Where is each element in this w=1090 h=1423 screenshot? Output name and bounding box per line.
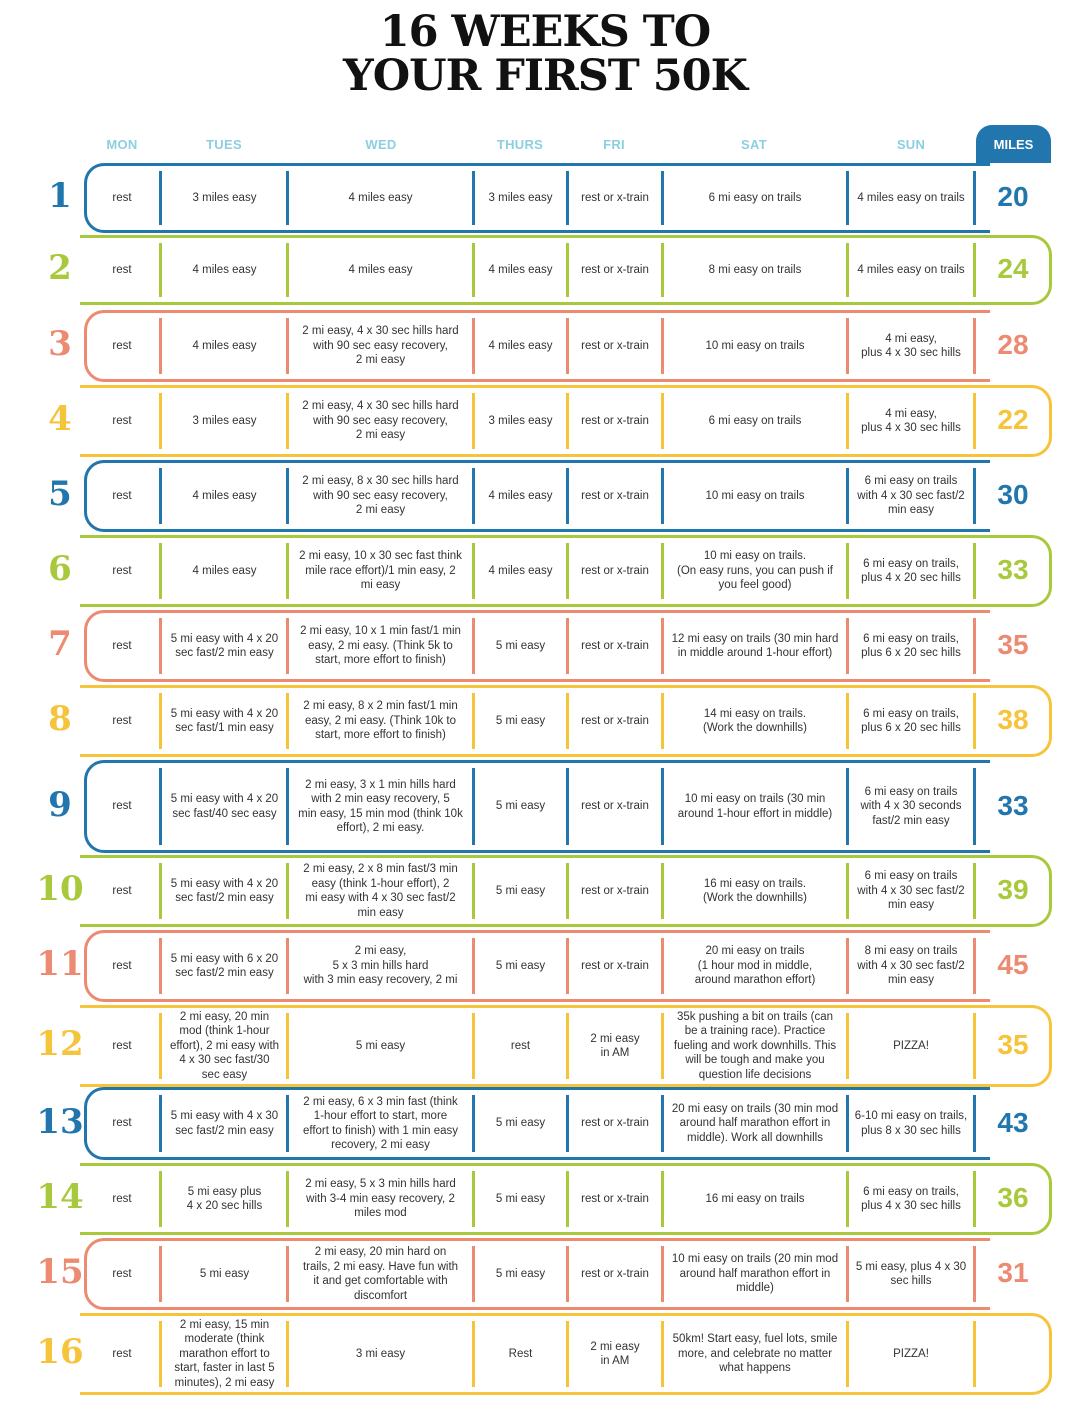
cell-sat — [664, 685, 846, 757]
cell-tues-text: 5 mi easy with 4 x 30 sec fast/2 min easy — [170, 1110, 279, 1137]
cell-mon-text: rest — [112, 1039, 132, 1052]
cell-tues-text: 5 mi easy with 6 x 20 sec fast/2 min easy — [170, 952, 279, 979]
cell-thurs-text: 5 mi easy — [495, 959, 546, 972]
column-divider — [973, 768, 976, 845]
cell-sun — [849, 1163, 973, 1235]
week-row — [0, 685, 1090, 757]
cell-sat — [664, 235, 846, 305]
week-number: 3 — [48, 324, 72, 364]
cell-thurs — [475, 163, 566, 233]
title-line-2: YOUR FIRST 50K — [343, 51, 747, 101]
week-number: 7 — [48, 624, 72, 664]
cell-sat — [664, 855, 846, 927]
cell-fri — [569, 235, 661, 305]
cell-thurs-text: 4 miles easy — [488, 564, 553, 577]
weekly-miles: 20 — [997, 181, 1029, 212]
cell-tues-text: 5 mi easy plus 4 x 20 sec hills — [186, 1185, 263, 1212]
cell-mon-text: rest — [112, 800, 132, 813]
cell-thurs-text: Rest — [508, 1347, 533, 1360]
cell-sat — [664, 1163, 846, 1235]
cell-thurs-text: 4 miles easy — [488, 263, 553, 276]
cell-tues — [163, 930, 286, 1002]
cell-mon-text: rest — [112, 1117, 132, 1130]
cell-fri — [569, 930, 661, 1002]
cell-sun-text: 4 mi easy, plus 4 x 30 sec hills — [861, 332, 961, 359]
cell-sat-text: 6 mi easy on trails — [708, 191, 802, 204]
cell-wed-text: 2 mi easy, 3 x 1 min hills hard with 2 min easy recovery, 5 min easy, 15 min mod (think 10k effort), 2 mi easy. — [298, 778, 463, 834]
cell-sun-text: PIZZA! — [893, 1347, 929, 1360]
cell-thurs-text: 4 miles easy — [488, 489, 553, 502]
cell-sat — [664, 535, 846, 607]
cell-mon — [84, 163, 160, 233]
cell-fri-text: rest or x-train — [581, 489, 649, 502]
cell-sat — [664, 385, 846, 457]
cell-fri — [569, 685, 661, 757]
cell-wed — [289, 1163, 472, 1235]
week-row — [0, 1005, 1090, 1087]
cell-wed-text: 3 mi easy — [355, 1347, 406, 1360]
cell-sun-text: 6 mi easy on trails, plus 6 x 20 sec hills — [861, 632, 961, 659]
column-divider — [973, 1246, 976, 1302]
cell-mon — [84, 610, 160, 682]
cell-wed-text: 2 mi easy, 2 x 8 min fast/3 min easy (think 1-hour effort), 2 mi easy with 4 x 30 sec fast/2 min easy — [303, 863, 458, 919]
cell-sun-text: 5 mi easy, plus 4 x 30 sec hills — [855, 1260, 967, 1287]
cell-tues — [163, 1163, 286, 1235]
cell-sun — [849, 235, 973, 305]
cell-sun-text: 8 mi easy on trails with 4 x 30 sec fast/2 min easy — [857, 945, 965, 987]
cell-fri — [569, 535, 661, 607]
cell-sat-text: 10 mi easy on trails. (On easy runs, you can push if you feel good) — [677, 550, 833, 592]
week-number: 9 — [48, 784, 72, 825]
page-title — [0, 7, 1090, 101]
cell-mon — [84, 460, 160, 532]
weekly-miles: 28 — [997, 329, 1029, 360]
cell-mon-text: rest — [112, 414, 132, 427]
cell-sat — [664, 310, 846, 382]
weekly-miles: 31 — [997, 1257, 1029, 1288]
week-row — [0, 310, 1090, 382]
cell-wed-text: 2 mi easy, 6 x 3 min fast (think 1-hour effort to start, more effort to finish) with 1 min easy recovery, 2 mi easy — [302, 1095, 459, 1151]
cell-sun-text: 6 mi easy on trails with 4 x 30 sec fast/2 min easy — [857, 870, 965, 912]
cell-mon-text: rest — [112, 263, 132, 276]
cell-thurs — [475, 535, 566, 607]
cell-fri — [569, 610, 661, 682]
header-wed: WED — [365, 137, 397, 152]
cell-thurs — [475, 1313, 566, 1395]
cell-thurs — [475, 385, 566, 457]
cell-sat — [664, 460, 846, 532]
weekly-miles: 45 — [997, 949, 1029, 980]
cell-thurs — [475, 610, 566, 682]
cell-fri-text: rest or x-train — [581, 1117, 649, 1130]
cell-thurs — [475, 760, 566, 853]
cell-tues-text: 4 miles easy — [192, 263, 257, 276]
cell-wed — [289, 1087, 472, 1160]
cell-mon — [84, 1313, 160, 1395]
cell-thurs-text: 5 mi easy — [495, 800, 546, 813]
cell-sat-text: 20 mi easy on trails (1 hour mod in middle, around marathon effort) — [694, 945, 816, 987]
cell-wed-text: 2 mi easy, 4 x 30 sec hills hard with 90 sec easy recovery, 2 mi easy — [302, 325, 459, 367]
column-divider — [973, 318, 976, 374]
cell-sat-text: 8 mi easy on trails — [708, 263, 802, 276]
cell-sun — [849, 610, 973, 682]
cell-wed-text: 2 mi easy, 8 x 30 sec hills hard with 90 sec easy recovery, 2 mi easy — [302, 475, 459, 517]
week-row — [0, 535, 1090, 607]
cell-mon-text: rest — [112, 564, 132, 577]
cell-wed-text: 2 mi easy, 20 min hard on trails, 2 mi easy. Have fun with it and get comfortable with discomfort — [302, 1246, 459, 1302]
week-row — [0, 610, 1090, 682]
header-fri: FRI — [603, 137, 625, 152]
cell-thurs-text: 3 miles easy — [488, 414, 553, 427]
cell-thurs-text: 4 miles easy — [488, 339, 553, 352]
week-number: 13 — [36, 1101, 84, 1142]
weekly-miles: 22 — [997, 404, 1029, 435]
column-divider — [973, 1013, 976, 1079]
cell-thurs — [475, 1163, 566, 1235]
column-divider — [973, 693, 976, 749]
cell-fri-text: rest or x-train — [581, 639, 649, 652]
week-row — [0, 1163, 1090, 1235]
cell-sun — [849, 385, 973, 457]
cell-mon-text: rest — [112, 339, 132, 352]
cell-thurs-text: rest — [510, 1039, 531, 1052]
week-row — [0, 1087, 1090, 1160]
weekly-miles: 43 — [997, 1106, 1029, 1138]
weekly-miles: 24 — [997, 253, 1029, 284]
cell-mon-text: rest — [112, 1192, 132, 1205]
cell-sun — [849, 163, 973, 233]
week-row — [0, 235, 1090, 305]
cell-tues — [163, 1087, 286, 1160]
cell-mon — [84, 685, 160, 757]
cell-sun-text: 6 mi easy on trails, plus 4 x 30 sec hills — [861, 1185, 961, 1212]
cell-sun-text: 4 miles easy on trails — [857, 263, 965, 276]
header-thurs: THURS — [496, 137, 544, 152]
cell-thurs-text: 5 mi easy — [495, 639, 546, 652]
week-number: 4 — [48, 399, 72, 439]
cell-mon — [84, 385, 160, 457]
cell-thurs — [475, 460, 566, 532]
week-number: 12 — [36, 1024, 84, 1064]
cell-sun-text: 6 mi easy on trails with 4 x 30 sec fast/2 min easy — [857, 475, 965, 517]
cell-tues — [163, 1238, 286, 1310]
column-divider — [973, 468, 976, 524]
cell-sat-text: 10 mi easy on trails — [705, 489, 805, 502]
cell-mon — [84, 1005, 160, 1087]
cell-sat-text: 10 mi easy on trails (30 min around 1-hour effort in middle) — [677, 793, 833, 820]
cell-thurs — [475, 1087, 566, 1160]
cell-mon-text: rest — [112, 714, 132, 727]
cell-wed-text: 5 mi easy — [355, 1039, 406, 1052]
cell-mon — [84, 1087, 160, 1160]
cell-sun-text: PIZZA! — [893, 1039, 929, 1052]
week-number: 15 — [36, 1252, 84, 1292]
weekly-miles: 35 — [997, 1029, 1029, 1060]
cell-tues — [163, 235, 286, 305]
cell-tues — [163, 310, 286, 382]
cell-sat — [664, 760, 846, 853]
cell-sat-text: 10 mi easy on trails (20 min mod around half marathon effort in middle) — [671, 1253, 839, 1295]
cell-sun — [849, 760, 973, 853]
week-row — [0, 163, 1090, 233]
cell-mon — [84, 760, 160, 853]
cell-sun — [849, 855, 973, 927]
cell-thurs — [475, 685, 566, 757]
column-divider — [973, 1095, 976, 1152]
week-number: 10 — [36, 869, 84, 909]
cell-sat-text: 20 mi easy on trails (30 min mod around half marathon effort in middle). Work all downhills — [671, 1102, 839, 1144]
cell-sat-text: 35k pushing a bit on trails (can be a training race). Practice fueling and work downhills. This will be tough and make you question life decisions — [673, 1010, 837, 1081]
cell-wed — [289, 460, 472, 532]
cell-mon-text: rest — [112, 639, 132, 652]
cell-sat-text: 10 mi easy on trails — [705, 339, 805, 352]
cell-mon — [84, 930, 160, 1002]
cell-fri-text: rest or x-train — [581, 1192, 649, 1205]
cell-sat-text: 16 mi easy on trails — [705, 1192, 805, 1205]
week-number: 8 — [48, 699, 72, 739]
cell-fri-text: rest or x-train — [581, 884, 649, 897]
cell-wed-text: 2 mi easy, 10 x 30 sec fast think mile race effort)/1 min easy, 2 mi easy — [299, 550, 462, 592]
cell-tues-text: 4 miles easy — [192, 564, 257, 577]
cell-fri-text: rest or x-train — [581, 564, 649, 577]
weekly-miles: 35 — [997, 629, 1029, 660]
cell-tues — [163, 1313, 286, 1395]
cell-fri — [569, 1313, 661, 1395]
cell-wed — [289, 685, 472, 757]
cell-sat — [664, 1087, 846, 1160]
cell-sat — [664, 163, 846, 233]
cell-wed — [289, 535, 472, 607]
week-row — [0, 930, 1090, 1002]
cell-mon-text: rest — [112, 1347, 132, 1360]
cell-wed-text: 2 mi easy, 4 x 30 sec hills hard with 90 sec easy recovery, 2 mi easy — [302, 400, 459, 442]
cell-thurs — [475, 1005, 566, 1087]
cell-thurs-text: 3 miles easy — [488, 191, 553, 204]
week-number: 2 — [48, 248, 72, 288]
column-divider — [973, 618, 976, 674]
cell-tues-text: 5 mi easy with 4 x 20 sec fast/1 min easy — [170, 707, 279, 734]
weekly-miles: 30 — [997, 479, 1029, 510]
column-divider — [973, 171, 976, 225]
week-row — [0, 385, 1090, 457]
column-divider — [973, 1321, 976, 1387]
header-mon: MON — [106, 137, 138, 152]
cell-wed — [289, 1313, 472, 1395]
cell-mon — [84, 535, 160, 607]
week-row — [0, 1238, 1090, 1310]
cell-wed — [289, 163, 472, 233]
header-tues: TUES — [206, 137, 242, 152]
cell-sun — [849, 930, 973, 1002]
cell-tues-text: 5 mi easy with 4 x 20 sec fast/2 min easy — [170, 632, 279, 659]
cell-fri — [569, 855, 661, 927]
weekly-miles: 38 — [997, 704, 1029, 735]
cell-sat-text: 6 mi easy on trails — [708, 414, 802, 427]
cell-sun-text: 4 mi easy, plus 4 x 30 sec hills — [861, 407, 961, 434]
cell-mon-text: rest — [112, 884, 132, 897]
cell-sun — [849, 1238, 973, 1310]
header-miles: MILES — [976, 125, 1051, 163]
column-divider — [973, 393, 976, 449]
header-sun: SUN — [896, 137, 926, 152]
week-number: 11 — [36, 944, 84, 984]
cell-mon-text: rest — [112, 959, 132, 972]
cell-tues — [163, 855, 286, 927]
cell-mon — [84, 855, 160, 927]
header-sat: SAT — [741, 137, 767, 152]
cell-fri-text: rest or x-train — [581, 1267, 649, 1280]
week-row — [0, 855, 1090, 927]
weekly-miles: 33 — [997, 554, 1029, 585]
cell-wed-text: 2 mi easy, 5 x 3 min hills hard with 3-4 min easy recovery, 2 miles mod — [305, 1178, 456, 1220]
week-row — [0, 1313, 1090, 1395]
column-divider — [973, 543, 976, 599]
cell-sun — [849, 1005, 973, 1087]
cell-fri — [569, 1005, 661, 1087]
cell-thurs — [475, 235, 566, 305]
cell-fri-text: rest or x-train — [581, 414, 649, 427]
cell-mon-text: rest — [112, 191, 132, 204]
weekly-miles: 39 — [997, 874, 1029, 905]
week-number: 16 — [36, 1332, 84, 1372]
cell-fri-text: rest or x-train — [581, 714, 649, 727]
cell-sat — [664, 930, 846, 1002]
cell-thurs — [475, 855, 566, 927]
cell-fri — [569, 385, 661, 457]
cell-sun-text: 6-10 mi easy on trails, plus 8 x 30 sec hills — [854, 1110, 968, 1137]
cell-wed-text: 4 miles easy — [348, 263, 413, 276]
cell-tues — [163, 163, 286, 233]
cell-wed — [289, 930, 472, 1002]
cell-mon — [84, 310, 160, 382]
cell-fri-text: 2 mi easy in AM — [590, 1340, 640, 1367]
cell-sun — [849, 685, 973, 757]
cell-fri-text: rest or x-train — [581, 800, 649, 813]
title-line-1: 16 WEEKS TO — [379, 7, 711, 57]
cell-fri-text: rest or x-train — [581, 339, 649, 352]
cell-mon-text: rest — [112, 1267, 132, 1280]
cell-fri — [569, 163, 661, 233]
cell-fri-text: rest or x-train — [581, 263, 649, 276]
cell-thurs-text: 5 mi easy — [495, 884, 546, 897]
cell-fri — [569, 310, 661, 382]
weekly-miles: 33 — [997, 789, 1029, 821]
cell-wed — [289, 235, 472, 305]
cell-sun — [849, 1087, 973, 1160]
cell-tues-text: 4 miles easy — [192, 489, 257, 502]
cell-thurs-text: 5 mi easy — [495, 1192, 546, 1205]
week-number: 1 — [48, 176, 72, 216]
week-row — [0, 460, 1090, 532]
column-divider — [973, 1171, 976, 1227]
cell-thurs — [475, 1238, 566, 1310]
cell-tues-text: 2 mi easy, 20 min mod (think 1-hour effort), 2 mi easy with 4 x 30 sec fast/30 sec easy — [169, 1010, 280, 1081]
cell-wed-text: 4 miles easy — [348, 191, 413, 204]
cell-fri-text: 2 mi easy in AM — [590, 1032, 640, 1059]
cell-tues — [163, 610, 286, 682]
cell-sat-text: 16 mi easy on trails. (Work the downhills) — [703, 877, 807, 904]
cell-sun — [849, 310, 973, 382]
cell-wed — [289, 1005, 472, 1087]
cell-sun-text: 4 miles easy on trails — [857, 191, 965, 204]
cell-sat — [664, 1238, 846, 1310]
cell-wed-text: 2 mi easy, 8 x 2 min fast/1 min easy, 2 mi easy. (Think 10k to start, more effort to finish) — [303, 700, 458, 742]
cell-tues-text: 3 miles easy — [192, 191, 257, 204]
cell-thurs-text: 5 mi easy — [495, 1267, 546, 1280]
cell-sat-text: 14 mi easy on trails. (Work the downhills) — [703, 707, 807, 734]
cell-sun-text: 6 mi easy on trails with 4 x 30 seconds fast/2 min easy — [860, 785, 962, 827]
cell-fri — [569, 1163, 661, 1235]
cell-wed — [289, 760, 472, 853]
cell-tues — [163, 385, 286, 457]
cell-tues-text: 5 mi easy with 4 x 20 sec fast/2 min easy — [170, 877, 279, 904]
week-number: 14 — [36, 1177, 84, 1217]
cell-fri — [569, 460, 661, 532]
cell-tues — [163, 1005, 286, 1087]
week-row — [0, 760, 1090, 853]
cell-sat — [664, 1313, 846, 1395]
cell-fri — [569, 1238, 661, 1310]
cell-tues-text: 3 miles easy — [192, 414, 257, 427]
cell-sun — [849, 535, 973, 607]
week-number: 5 — [48, 474, 72, 514]
cell-sun — [849, 460, 973, 532]
week-number: 6 — [48, 549, 72, 589]
cell-fri-text: rest or x-train — [581, 959, 649, 972]
cell-wed — [289, 385, 472, 457]
cell-mon — [84, 1238, 160, 1310]
column-divider — [973, 863, 976, 919]
cell-tues-text: 4 miles easy — [192, 339, 257, 352]
cell-fri — [569, 760, 661, 853]
cell-sun-text: 6 mi easy on trails, plus 6 x 20 sec hills — [861, 707, 961, 734]
cell-sun — [849, 1313, 973, 1395]
cell-sat-text: 12 mi easy on trails (30 min hard in middle around 1-hour effort) — [671, 632, 839, 659]
cell-mon — [84, 235, 160, 305]
cell-wed — [289, 1238, 472, 1310]
cell-tues — [163, 460, 286, 532]
cell-thurs-text: 5 mi easy — [495, 1117, 546, 1130]
cell-tues — [163, 535, 286, 607]
cell-wed — [289, 855, 472, 927]
cell-sun-text: 6 mi easy on trails, plus 4 x 20 sec hills — [861, 557, 961, 584]
cell-tues-text: 5 mi easy with 4 x 20 sec fast/40 sec easy — [170, 793, 279, 820]
cell-fri-text: rest or x-train — [581, 191, 649, 204]
cell-sat-text: 50km! Start easy, fuel lots, smile more, and celebrate no matter what happens — [672, 1333, 838, 1375]
cell-sat — [664, 1005, 846, 1087]
cell-mon-text: rest — [112, 489, 132, 502]
column-divider — [973, 938, 976, 994]
cell-tues — [163, 685, 286, 757]
cell-sat — [664, 610, 846, 682]
cell-mon — [84, 1163, 160, 1235]
cell-tues-text: 2 mi easy, 15 min moderate (think marathon effort to start, faster in last 5 minutes), 2 mi easy — [174, 1318, 275, 1389]
cell-thurs — [475, 310, 566, 382]
cell-tues-text: 5 mi easy — [199, 1267, 250, 1280]
cell-wed — [289, 610, 472, 682]
cell-thurs — [475, 930, 566, 1002]
cell-wed-text: 2 mi easy, 10 x 1 min fast/1 min easy, 2 mi easy. (Think 5k to start, more effort to finish) — [300, 625, 461, 667]
cell-wed — [289, 310, 472, 382]
cell-thurs-text: 5 mi easy — [495, 714, 546, 727]
cell-tues — [163, 760, 286, 853]
cell-wed-text: 2 mi easy, 5 x 3 min hills hard with 3 min easy recovery, 2 mi — [303, 945, 458, 987]
column-divider — [973, 243, 976, 297]
cell-fri — [569, 1087, 661, 1160]
weekly-miles: 36 — [997, 1182, 1029, 1213]
